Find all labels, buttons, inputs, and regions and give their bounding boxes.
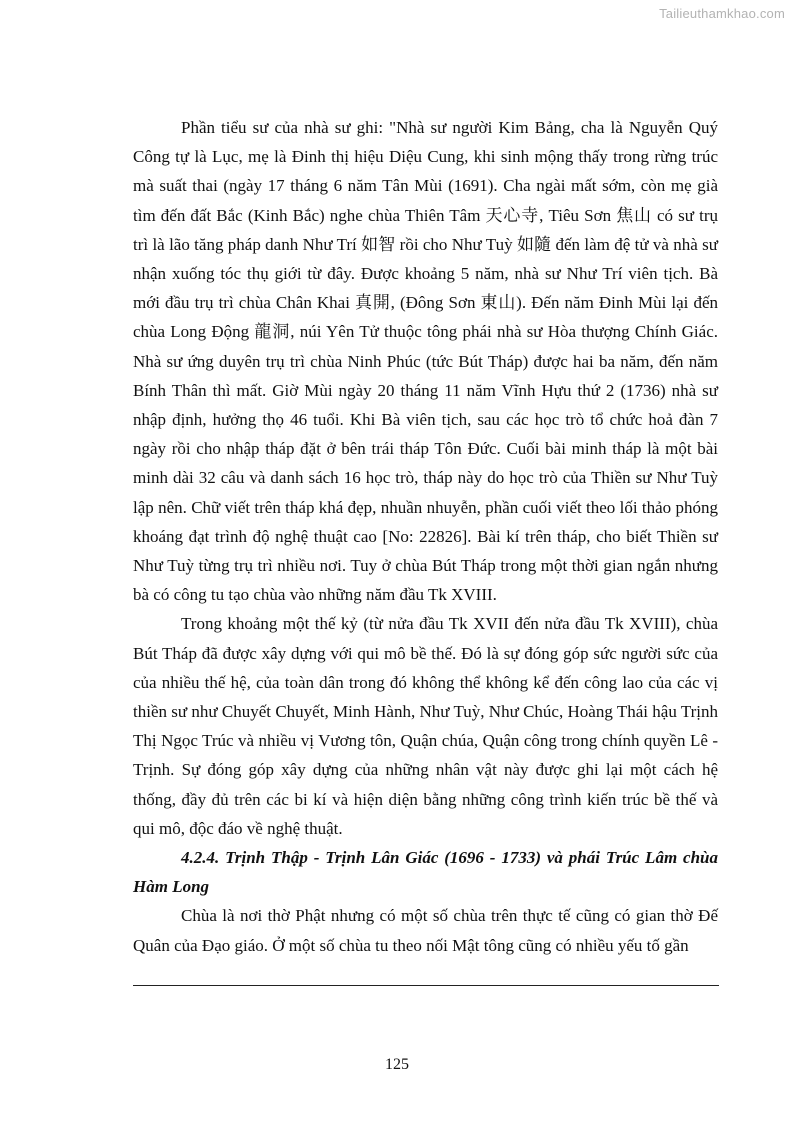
paragraph-construction: Trong khoảng một thế kỷ (từ nửa đầu Tk XVII đến nửa đầu Tk XVIII), chùa Bút Tháp đã được xây dựng với qui mô bề thế. Đó là sự đóng góp sức người sức của của nhiều thế hệ, của toàn dân trong đó không thể không kể đến công lao của các vị thiền sư như Chuyết Chuyết, Minh Hành, Như Tuỳ, Như Chúc, Hoàng Thái hậu Trịnh Thị Ngọc Trúc và nhiều vị Vương tôn, Quận chúa, Quận công trong chính quyền Lê - Trịnh. Sự đóng góp xây dựng của những nhân vật này được ghi lại một cách hệ thống, đầy đủ trên các bi kí và hiện diện bằng những công trình kiến trúc bề thế và qui mô, độc đáo về nghệ thuật. (133, 614, 718, 838)
section-heading: 4.2.4. Trịnh Thập - Trịnh Lân Giác (1696 - 1733) và phái Trúc Lâm chùa Hàm Long (133, 848, 718, 897)
watermark-text: Tailieuthamkhao.com (659, 6, 785, 21)
paragraph-temple: Chùa là nơi thờ Phật nhưng có một số chùa trên thực tế cũng có gian thờ Đế Quân của Đạo giáo. Ở một số chùa tu theo nối Mật tông cũng có nhiều yếu tố gần (133, 906, 718, 955)
paragraph-biography: Phần tiểu sư của nhà sư ghi: "Nhà sư người Kim Bảng, cha là Nguyễn Quý Công tự là Lục, mẹ là Đinh thị hiệu Diệu Cung, khi sinh mộng thấy trong rừng trúc mà suất thai (ngày 17 tháng 6 năm Tân Mùi (1691). Cha ngài mất sớm, còn mẹ già tìm đến đất Bắc (Kinh Bắc) nghe chùa Thiên Tâm 天心寺, Tiêu Sơn 焦山 có sư trụ trì là lão tăng pháp danh Như Trí 如智 rồi cho Như Tuỳ 如隨 đến làm đệ tử và nhà sư nhận xuống tóc thụ giới từ đây. Được khoảng 5 năm, nhà sư Như Trí viên tịch. Bà mới đầu trụ trì chùa Chân Khai 真開, (Đông Sơn 東山). Đến năm Đinh Mùi lại đến chùa Long Động 龍洞, núi Yên Tử thuộc tông phái nhà sư Hòa thượng Chính Giác. Nhà sư ứng duyên trụ trì chùa Ninh Phúc (tức Bút Tháp) được hai ba năm, đến năm Bính Thân thì mất. Giờ Mùi ngày 20 tháng 11 năm Vĩnh Hựu thứ 2 (1736) nhà sư nhập định, hưởng thọ 46 tuổi. Khi Bà viên tịch, sau các học trò tổ chức hoả đàn 7 ngày rồi cho nhập tháp đặt ở bên trái tháp Tôn Đức. Cuối bài minh tháp là một bài minh dài 32 câu và danh sách 16 học trò, tháp này do học trò của Thiền sư Như Tuỳ lập nên. Chữ viết trên tháp khá đẹp, nhuần nhuyễn, phần cuối viết theo lối thảo phóng khoáng đạt trình độ nghệ thuật cao [No: 22826]. Bài kí trên tháp, cho biết Thiền sư Như Tuỳ từng trụ trì nhiều nơi. Tuy ở chùa Bút Tháp trong một thời gian ngắn nhưng bà có công tu tạo chùa vào những năm đầu Tk XVIII. (133, 118, 718, 605)
footer-divider (133, 985, 719, 986)
document-body (133, 113, 718, 960)
page-number: 125 (385, 1056, 409, 1073)
